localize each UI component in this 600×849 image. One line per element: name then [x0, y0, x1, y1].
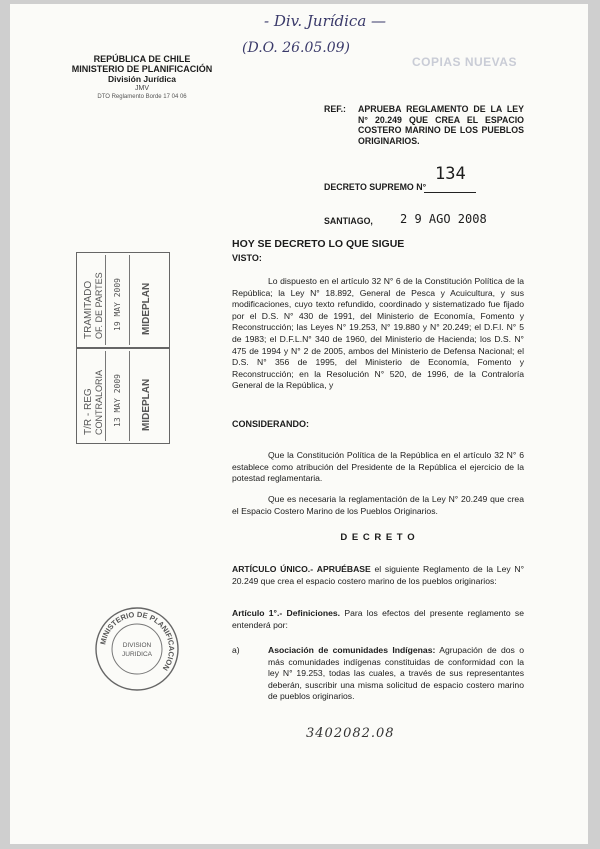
handwritten-do-date: (D.O. 26.05.09) — [242, 40, 351, 56]
mideplan-label-2: MIDEPLAN — [141, 378, 152, 431]
letterhead-file-ref: DTO Reglamento Borde 17 04 06 — [97, 94, 187, 100]
tramitado-date: 19 MAY 2009 — [113, 278, 122, 331]
letterhead-division: División Jurídica — [107, 74, 177, 84]
seal-ring-text: MINISTERIO DE PLANIFICACION — [98, 609, 177, 673]
handwritten-div-juridica: - Div. Jurídica — — [264, 12, 387, 30]
santiago-date: 2 9 AGO 2008 — [400, 212, 487, 226]
articulo-1 — [232, 608, 524, 631]
letterhead-ministry: MINISTERIO DE PLANIFICACIÓN — [71, 64, 213, 74]
tr-reg-label: T/R - REG — [83, 388, 94, 435]
articulo-unico-label: ARTÍCULO ÚNICO.- — [232, 564, 314, 574]
letterhead-initials: JMV — [135, 85, 149, 92]
item-a-letter: a) — [232, 645, 240, 655]
copias-nuevas-stamp: COPIAS NUEVAS — [412, 55, 517, 69]
hoy-se-decreto: HOY SE DECRETO LO QUE SIGUE — [232, 238, 405, 250]
tramitado-stamp — [76, 252, 170, 348]
contraloria-label: CONTRALORIA — [94, 369, 104, 435]
item-a-text: Agrupación de dos o más comunidades indígenas constituidas de conformidad con la ley N° 19.253, todas las cuales, a través de sus representantes deberán, suscribir una misma solicitud de espacio costero marino de pueblos originarios. — [268, 645, 524, 702]
decreto-number: 134 — [435, 164, 466, 184]
item-a — [268, 645, 524, 703]
seal-center-1: DIVISION — [122, 642, 152, 649]
articulo-1-label: Artículo 1°.- Definiciones. — [232, 608, 341, 618]
mideplan-label-1: MIDEPLAN — [141, 282, 152, 335]
articulo-1-text: Para los efectos del presente reglamento se entenderá por: — [232, 608, 524, 630]
contraloria-date: 13 MAY 2009 — [113, 374, 122, 427]
articulo-unico-text: el siguiente Reglamento de la Ley N° 20.249 que crea el espacio costero marino de los pueblos originarios: — [232, 564, 525, 586]
ref-text: APRUEBA REGLAMENTO DE LA LEY N° 20.249 QUE CREA EL ESPACIO COSTERO MARINO DE LOS PUEBLOS ORIGINARIOS. — [358, 104, 524, 146]
decreto-number-line — [424, 192, 476, 193]
visto-title: VISTO: — [232, 253, 262, 263]
considerando-p2: Que es necesaria la reglamentación de la Ley N° 20.249 que crea el Espacio Costero Marino de los Pueblos Originarios. — [232, 494, 524, 516]
document-page — [10, 4, 588, 844]
considerando-p1: Que la Constitución Política de la República en el artículo 32 N° 6 establece como atribución del Presidente de la República el ejercicio de la potestad reglamentaria. — [232, 450, 524, 484]
articulo-unico-bold: APRUÉBASE — [316, 564, 371, 574]
decreto-label: DECRETO SUPREMO N° — [324, 182, 427, 192]
letterhead — [62, 54, 222, 101]
handwritten-number: 3402082.08 — [306, 726, 395, 741]
tramitado-of-partes: OF. DE PARTES — [94, 272, 104, 339]
ministry-seal — [94, 606, 180, 692]
articulo-unico — [232, 564, 524, 587]
seal-center-2: JURIDICA — [122, 651, 152, 658]
considerando-title: CONSIDERANDO: — [232, 419, 310, 429]
item-a-term: Asociación de comunidades Indígenas: — [268, 645, 436, 655]
contraloria-stamp — [76, 348, 170, 444]
ref-label: REF.: — [324, 104, 346, 114]
tramitado-label: TRAMITADO — [83, 280, 94, 339]
letterhead-country: REPÚBLICA DE CHILE — [93, 54, 191, 64]
visto-text: Lo dispuesto en el artículo 32 N° 6 de la Constitución Política de la República; la Ley N° 18.892, General de Pesca y Acuicultura, y sus modificaciones, cuyo texto refundido, coordinado y sistematizado fue fijado por el D.S. N° 430 de 1991, del Ministerio de Economía, Fomento y Reconstrucción; las Leyes N° 19.253, N° 19.880 y N° 20.249; el D.F.l. N° 5 de 1983; el D.F.L.N° 340 de 1960, del Ministerio de Hacienda; los D.S. N° 475 de 1994 y N° 2 de 2005, ambos del Ministerio de Defensa Nacional; el D.S. N° 356 de 1995, del Ministerio de Economía, Fomento y Reconstrucción; en la Resolución N° 520, de 1996, de la Contraloría General de la República, y — [232, 276, 524, 391]
decreto-title: D E C R E T O — [340, 532, 416, 543]
santiago-label: SANTIAGO, — [324, 216, 373, 226]
